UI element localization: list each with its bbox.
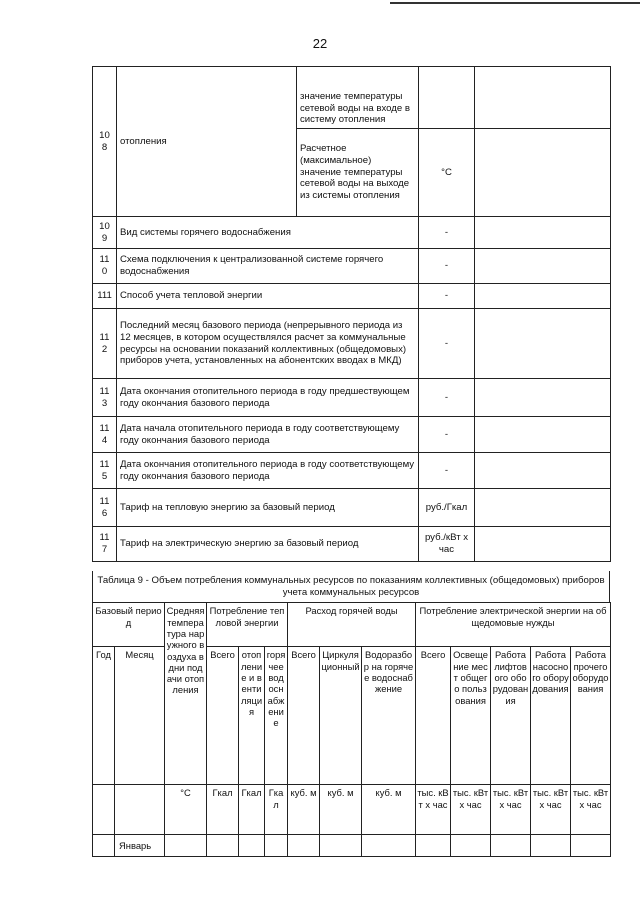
header-heat-heating: отопление и вентиляция xyxy=(239,647,265,785)
param-name: Вид системы горячего водоснабжения xyxy=(117,217,419,249)
header-el-lighting: Освещение мест общего пользования xyxy=(451,647,491,785)
data-cell xyxy=(451,835,491,857)
header-month: Месяц xyxy=(115,647,165,785)
param-name: Схема подключения к централизованной системе горячего водоснабжения xyxy=(117,249,419,284)
unit-cell: куб. м xyxy=(288,785,320,835)
table-row xyxy=(93,67,611,129)
value-cell xyxy=(475,489,611,527)
unit-cell: куб. м xyxy=(320,785,362,835)
value-cell xyxy=(475,527,611,562)
unit-cell xyxy=(93,785,115,835)
unit-cell: - xyxy=(419,417,475,453)
unit-cell: - xyxy=(419,309,475,379)
data-cell xyxy=(320,835,362,857)
data-cell xyxy=(571,835,611,857)
row-number: 11 4 xyxy=(93,417,117,453)
param-name: Способ учета тепловой энергии xyxy=(117,284,419,309)
sub-param: Расчетное (максимальное) значение температуры сетевой воды на выходе из системы отопления xyxy=(297,129,419,217)
header-avg-temp: Средняя температура наружного воздуха в дни подачи отопления xyxy=(165,603,207,785)
unit-cell: куб. м xyxy=(362,785,416,835)
unit-cell: Гкал xyxy=(207,785,239,835)
row-number: 11 2 xyxy=(93,309,117,379)
top-rule xyxy=(390,2,640,4)
unit-cell: - xyxy=(419,453,475,489)
header-hot-water: Расход горячей воды xyxy=(288,603,416,647)
sub-param: значение температуры сетевой воды на входе в систему отопления xyxy=(297,67,419,129)
param-name: Дата окончания отопительного периода в году предшествующем году окончания базового периода xyxy=(117,379,419,417)
header-el-total: Всего xyxy=(416,647,451,785)
value-cell xyxy=(475,284,611,309)
data-cell xyxy=(491,835,531,857)
table-row xyxy=(93,217,611,249)
data-cell xyxy=(207,835,239,857)
table-row xyxy=(93,309,611,379)
unit-cell: тыс. кВт х час xyxy=(451,785,491,835)
unit-cell: Гкал xyxy=(239,785,265,835)
unit-cell: - xyxy=(419,379,475,417)
unit-cell: °С xyxy=(165,785,207,835)
header-el-other: Работа прочего оборудования xyxy=(571,647,611,785)
unit-cell: Гкал xyxy=(265,785,288,835)
table-row xyxy=(93,835,611,857)
data-cell xyxy=(239,835,265,857)
page-number: 22 xyxy=(312,36,328,51)
table-row xyxy=(93,249,611,284)
unit-cell: руб./кВт х час xyxy=(419,527,475,562)
unit-cell: руб./Гкал xyxy=(419,489,475,527)
row-number: 11 6 xyxy=(93,489,117,527)
header-hw-circulation: Циркуляционный xyxy=(320,647,362,785)
row-number: 10 8 xyxy=(93,67,117,217)
table-row xyxy=(93,527,611,562)
unit-cell xyxy=(419,67,475,129)
header-heat-total: Всего xyxy=(207,647,239,785)
param-name: Последний месяц базового периода (непрерывного периода из 12 месяцев, в котором осуществлялся расчет за коммунальные ресурсы на основании показаний коллективных (общедомовых) приборов учета, установленных на абонентских вводах в МКД) xyxy=(117,309,419,379)
data-cell xyxy=(416,835,451,857)
data-cell xyxy=(362,835,416,857)
param-name: Тариф на тепловую энергию за базовый период xyxy=(117,489,419,527)
header-base-period: Базовый период xyxy=(93,603,165,647)
consumption-table xyxy=(92,602,611,857)
header-electric: Потребление электрической энергии на общедомовые нужды xyxy=(416,603,611,647)
unit-cell xyxy=(115,785,165,835)
units-row xyxy=(93,785,611,835)
param-name: Дата начала отопительного периода в году соответствующему году окончания базового периода xyxy=(117,417,419,453)
data-cell xyxy=(265,835,288,857)
header-heat-hotwater: горячее водоснабжение xyxy=(265,647,288,785)
value-cell xyxy=(475,417,611,453)
value-cell xyxy=(475,67,611,129)
row-number: 10 9 xyxy=(93,217,117,249)
table-row xyxy=(93,417,611,453)
unit-cell: тыс. кВт х час xyxy=(491,785,531,835)
table-row xyxy=(93,379,611,417)
unit-cell: - xyxy=(419,249,475,284)
value-cell xyxy=(475,249,611,284)
unit-cell: тыс. кВт х час xyxy=(416,785,451,835)
unit-cell: тыс. кВт х час xyxy=(571,785,611,835)
param-name: Тариф на электрическую энергию за базовый период xyxy=(117,527,419,562)
header-hw-total: Всего xyxy=(288,647,320,785)
unit-cell: °С xyxy=(419,129,475,217)
unit-cell: - xyxy=(419,217,475,249)
value-cell xyxy=(475,129,611,217)
value-cell xyxy=(475,217,611,249)
row-number: 11 7 xyxy=(93,527,117,562)
param-name: Дата окончания отопительного периода в году соответствующему году окончания базового периода xyxy=(117,453,419,489)
table-row xyxy=(93,489,611,527)
header-el-pump: Работа насосного оборудования xyxy=(531,647,571,785)
value-cell xyxy=(475,379,611,417)
value-cell xyxy=(475,309,611,379)
table-9-caption: Таблица 9 - Объем потребления коммунальных ресурсов по показаниям коллективных (общедомовых) приборов учета коммунальных ресурсов xyxy=(92,571,610,602)
param-name: отопления xyxy=(117,67,297,217)
header-heat: Потребление тепловой энергии xyxy=(207,603,288,647)
data-cell xyxy=(288,835,320,857)
data-cell xyxy=(165,835,207,857)
header-el-lift: Работа лифтового оборудования xyxy=(491,647,531,785)
month-cell: Январь xyxy=(115,835,165,857)
year-cell xyxy=(93,835,115,857)
table-row xyxy=(93,284,611,309)
row-number: 111 xyxy=(93,284,117,309)
row-number: 11 3 xyxy=(93,379,117,417)
data-cell xyxy=(531,835,571,857)
header-year: Год xyxy=(93,647,115,785)
table-row xyxy=(93,453,611,489)
header-hw-drawoff: Водоразбор на горячее водоснабжение xyxy=(362,647,416,785)
table-9 xyxy=(92,571,610,857)
value-cell xyxy=(475,453,611,489)
parameters-table xyxy=(92,66,611,562)
row-number: 11 5 xyxy=(93,453,117,489)
unit-cell: тыс. кВт х час xyxy=(531,785,571,835)
row-number: 11 0 xyxy=(93,249,117,284)
unit-cell: - xyxy=(419,284,475,309)
table-header-row xyxy=(93,603,611,647)
